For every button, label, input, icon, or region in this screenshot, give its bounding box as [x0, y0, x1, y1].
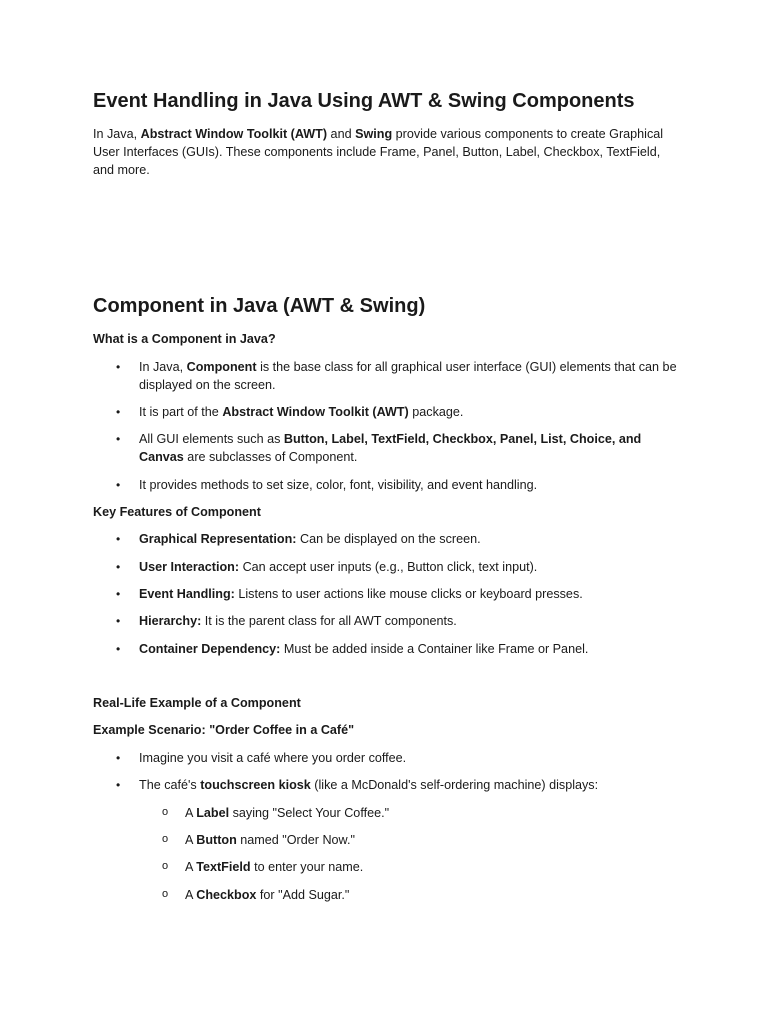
intro-paragraph: In Java, Abstract Window Toolkit (AWT) and Swing provide various components to create Graphical User Interfaces (GUIs). These components include Frame, Panel, Button, Label, Checkbox, TextField, and more.: [93, 127, 664, 177]
list-item: • Container Dependency: Must be added inside a Container like Frame or Panel.: [139, 640, 684, 658]
section-heading: Component in Java (AWT & Swing): [93, 295, 426, 317]
scenario-heading: Example Scenario: "Order Coffee in a Café": [93, 723, 355, 737]
sub-list-item: o A Label saying "Select Your Coffee.": [185, 804, 685, 822]
list-item: • Imagine you visit a café where you order coffee.: [139, 749, 684, 767]
sub-list-item: o A Checkbox for "Add Sugar.": [185, 886, 685, 904]
what-heading: What is a Component in Java?: [93, 332, 276, 346]
list-item: • Hierarchy: It is the parent class for all AWT components.: [139, 612, 684, 630]
list-item: • In Java, Component is the base class for all graphical user interface (GUI) elements that can be displayed on the screen.: [139, 358, 684, 394]
list-item: • The café's touchscreen kiosk (like a McDonald's self-ordering machine) displays:: [139, 776, 684, 794]
page-title: Event Handling in Java Using AWT & Swing Components: [93, 90, 635, 112]
features-heading: Key Features of Component: [93, 505, 261, 519]
sub-list-item: o A TextField to enter your name.: [185, 858, 685, 876]
list-item: • Event Handling: Listens to user actions like mouse clicks or keyboard presses.: [139, 585, 684, 603]
list-item: • User Interaction: Can accept user inputs (e.g., Button click, text input).: [139, 558, 684, 576]
sub-list-item: o A Button named "Order Now.": [185, 831, 685, 849]
list-item: • All GUI elements such as Button, Label, TextField, Checkbox, Panel, List, Choice, and Canvas are subclasses of Component.: [139, 430, 684, 466]
example-heading: Real-Life Example of a Component: [93, 696, 301, 710]
list-item: • It provides methods to set size, color, font, visibility, and event handling.: [139, 476, 684, 494]
list-item: • Graphical Representation: Can be displayed on the screen.: [139, 530, 684, 548]
list-item: • It is part of the Abstract Window Toolkit (AWT) package.: [139, 403, 684, 421]
